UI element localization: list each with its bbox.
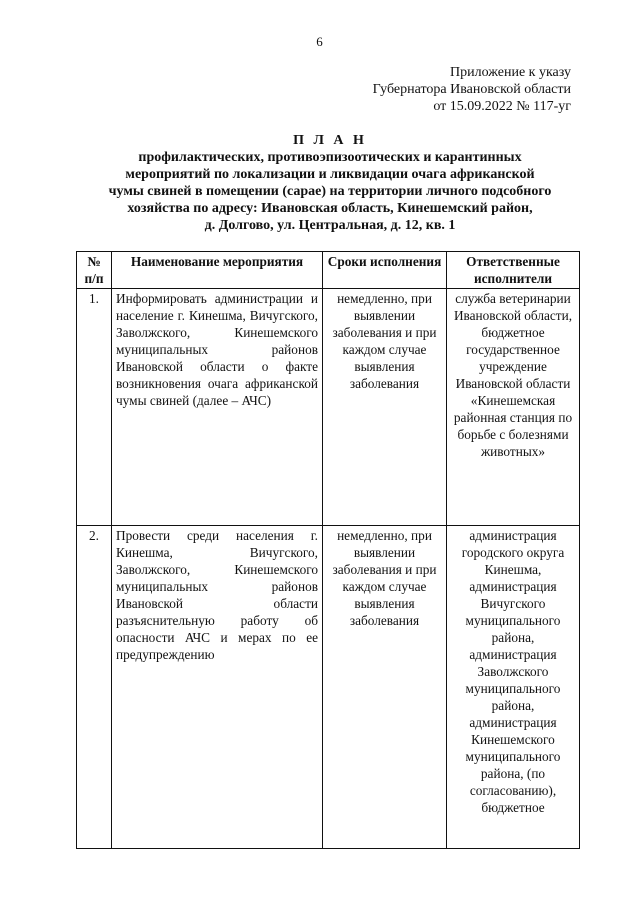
title-line-3: чумы свиней в помещении (сарае) на территории личного подсобного [108,184,552,199]
table-row [77,526,580,849]
row-responsible: служба ветеринарии Ивановской области, бюджетное государственное учреждение Ивановской области «Кинешемская районная станция по борьбе с болезнями животных» [447,289,580,526]
title-line-1: профилактических, противоэпизоотических и карантинных [138,150,522,165]
row-measure-name: Провести среди населения г. Кинешма, Вичугского, Заволжского, Кинешемского муниципальных районов Ивановской области разъяснительную работу об опасности АЧС и мерах по ее предупреждению [112,526,323,849]
measures-table [76,251,580,849]
plan-heading: П Л А Н [293,133,367,148]
title-line-5: д. Долгово, ул. Центральная, д. 12, кв. 1 [204,218,456,233]
header-number: № п/п [77,252,112,289]
header-measure-name: Наименование мероприятия [112,252,323,289]
table-header-row [77,252,580,289]
header-responsible: Ответственные исполнители [447,252,580,289]
appendix-line-2: Губернатора Ивановской области [372,82,571,97]
title-line-4: хозяйства по адресу: Ивановская область, Кинешемский район, [127,201,533,216]
row-number: 1. [77,289,112,526]
appendix-line-3: от 15.09.2022 № 117-уг [433,99,571,114]
appendix-line-1: Приложение к указу [450,65,571,80]
title-line-2: мероприятий по локализации и ликвидации очага африканской [125,167,535,182]
header-terms: Сроки исполнения [323,252,447,289]
appendix-note [373,64,571,115]
table-row [77,289,580,526]
row-measure-name: Информировать администрации и население г. Кинешма, Вичугского, Заволжского, Кинешемского муниципальных районов Ивановской области о факте возникновения очага африканской чумы свиней (далее – АЧС) [112,289,323,526]
row-responsible: администрация городского округа Кинешма, администрация Вичугского муниципального района, администрация Заволжского муниципального района, администрация Кинешемского муниципального района, (по согласованию), бюджетное [447,526,580,849]
row-number: 2. [77,526,112,849]
row-terms: немедленно, при выявлении заболевания и при каждом случае выявления заболевания [323,526,447,849]
page-number: 6 [316,34,323,49]
row-terms: немедленно, при выявлении заболевания и при каждом случае выявления заболевания [323,289,447,526]
document-title [60,132,600,234]
